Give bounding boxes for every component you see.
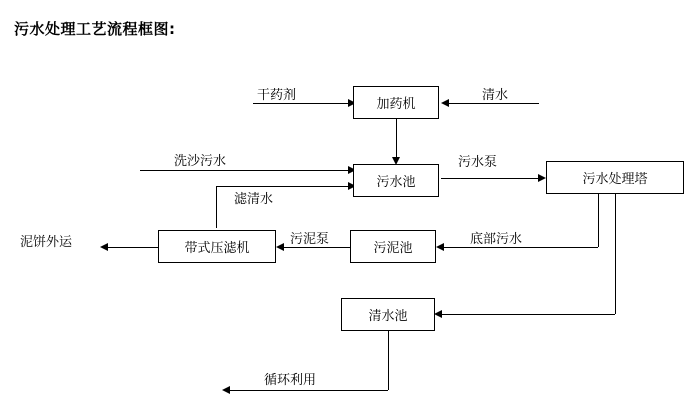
edge-line-recycle-vertical bbox=[388, 331, 389, 390]
page-title: 污水处理工艺流程框图: bbox=[14, 20, 176, 38]
node-clean-water-pool[interactable]: 清水池 bbox=[341, 298, 435, 331]
edge-label-bottom-sewage: 底部污水 bbox=[468, 228, 524, 247]
edge-line-sludge-pump bbox=[278, 247, 350, 248]
edge-line-filtrate-horizontal bbox=[216, 186, 350, 187]
edge-line-dry-agent bbox=[253, 103, 350, 104]
edge-line-bottom-sewage-horizontal bbox=[440, 247, 598, 248]
edge-label-mud-cake-out: 泥饼外运 bbox=[18, 231, 74, 250]
node-belt-filter-press[interactable]: 带式压滤机 bbox=[158, 230, 276, 263]
node-dosing-machine[interactable]: 加药机 bbox=[353, 86, 439, 119]
node-sludge-pool[interactable]: 污泥池 bbox=[350, 230, 436, 263]
edge-line-sand-wash-sewage bbox=[140, 170, 350, 171]
edge-arrow-sludge-pump bbox=[276, 243, 284, 251]
edge-line-tower-to-clean-vertical bbox=[615, 194, 616, 314]
edge-line-filtrate-vertical bbox=[216, 186, 217, 228]
edge-label-dry-agent: 干药剂 bbox=[255, 84, 298, 103]
edge-arrow-bottom-sewage bbox=[436, 243, 444, 251]
edge-line-recycle-horizontal bbox=[228, 390, 388, 391]
edge-line-bottom-sewage-vertical bbox=[598, 194, 599, 247]
edge-arrow-sewage-pump bbox=[538, 174, 546, 182]
edge-line-tower-to-clean-horizontal bbox=[438, 314, 615, 315]
edge-arrow-tower-to-clean bbox=[434, 310, 442, 318]
edge-label-filtrate: 滤清水 bbox=[232, 188, 275, 207]
edge-label-sewage-pump: 污水泵 bbox=[456, 151, 499, 170]
edge-line-clean-water bbox=[443, 103, 539, 104]
edge-arrow-recycle bbox=[222, 386, 230, 394]
edge-line-sewage-pump bbox=[441, 178, 541, 179]
edge-label-clean-water: 清水 bbox=[480, 84, 510, 103]
edge-label-recycle-use: 循环利用 bbox=[262, 369, 318, 388]
edge-line-dosing-to-sewage bbox=[396, 119, 397, 159]
edge-label-sand-wash-sewage: 洗沙污水 bbox=[172, 150, 228, 169]
node-sewage-pool[interactable]: 污水池 bbox=[353, 164, 439, 197]
edge-arrow-mud-cake-out bbox=[100, 243, 108, 251]
node-treatment-tower[interactable]: 污水处理塔 bbox=[546, 161, 684, 194]
edge-line-mud-cake-out bbox=[108, 247, 158, 248]
edge-arrow-clean-water bbox=[441, 99, 449, 107]
edge-label-sludge-pump: 污泥泵 bbox=[288, 228, 331, 247]
